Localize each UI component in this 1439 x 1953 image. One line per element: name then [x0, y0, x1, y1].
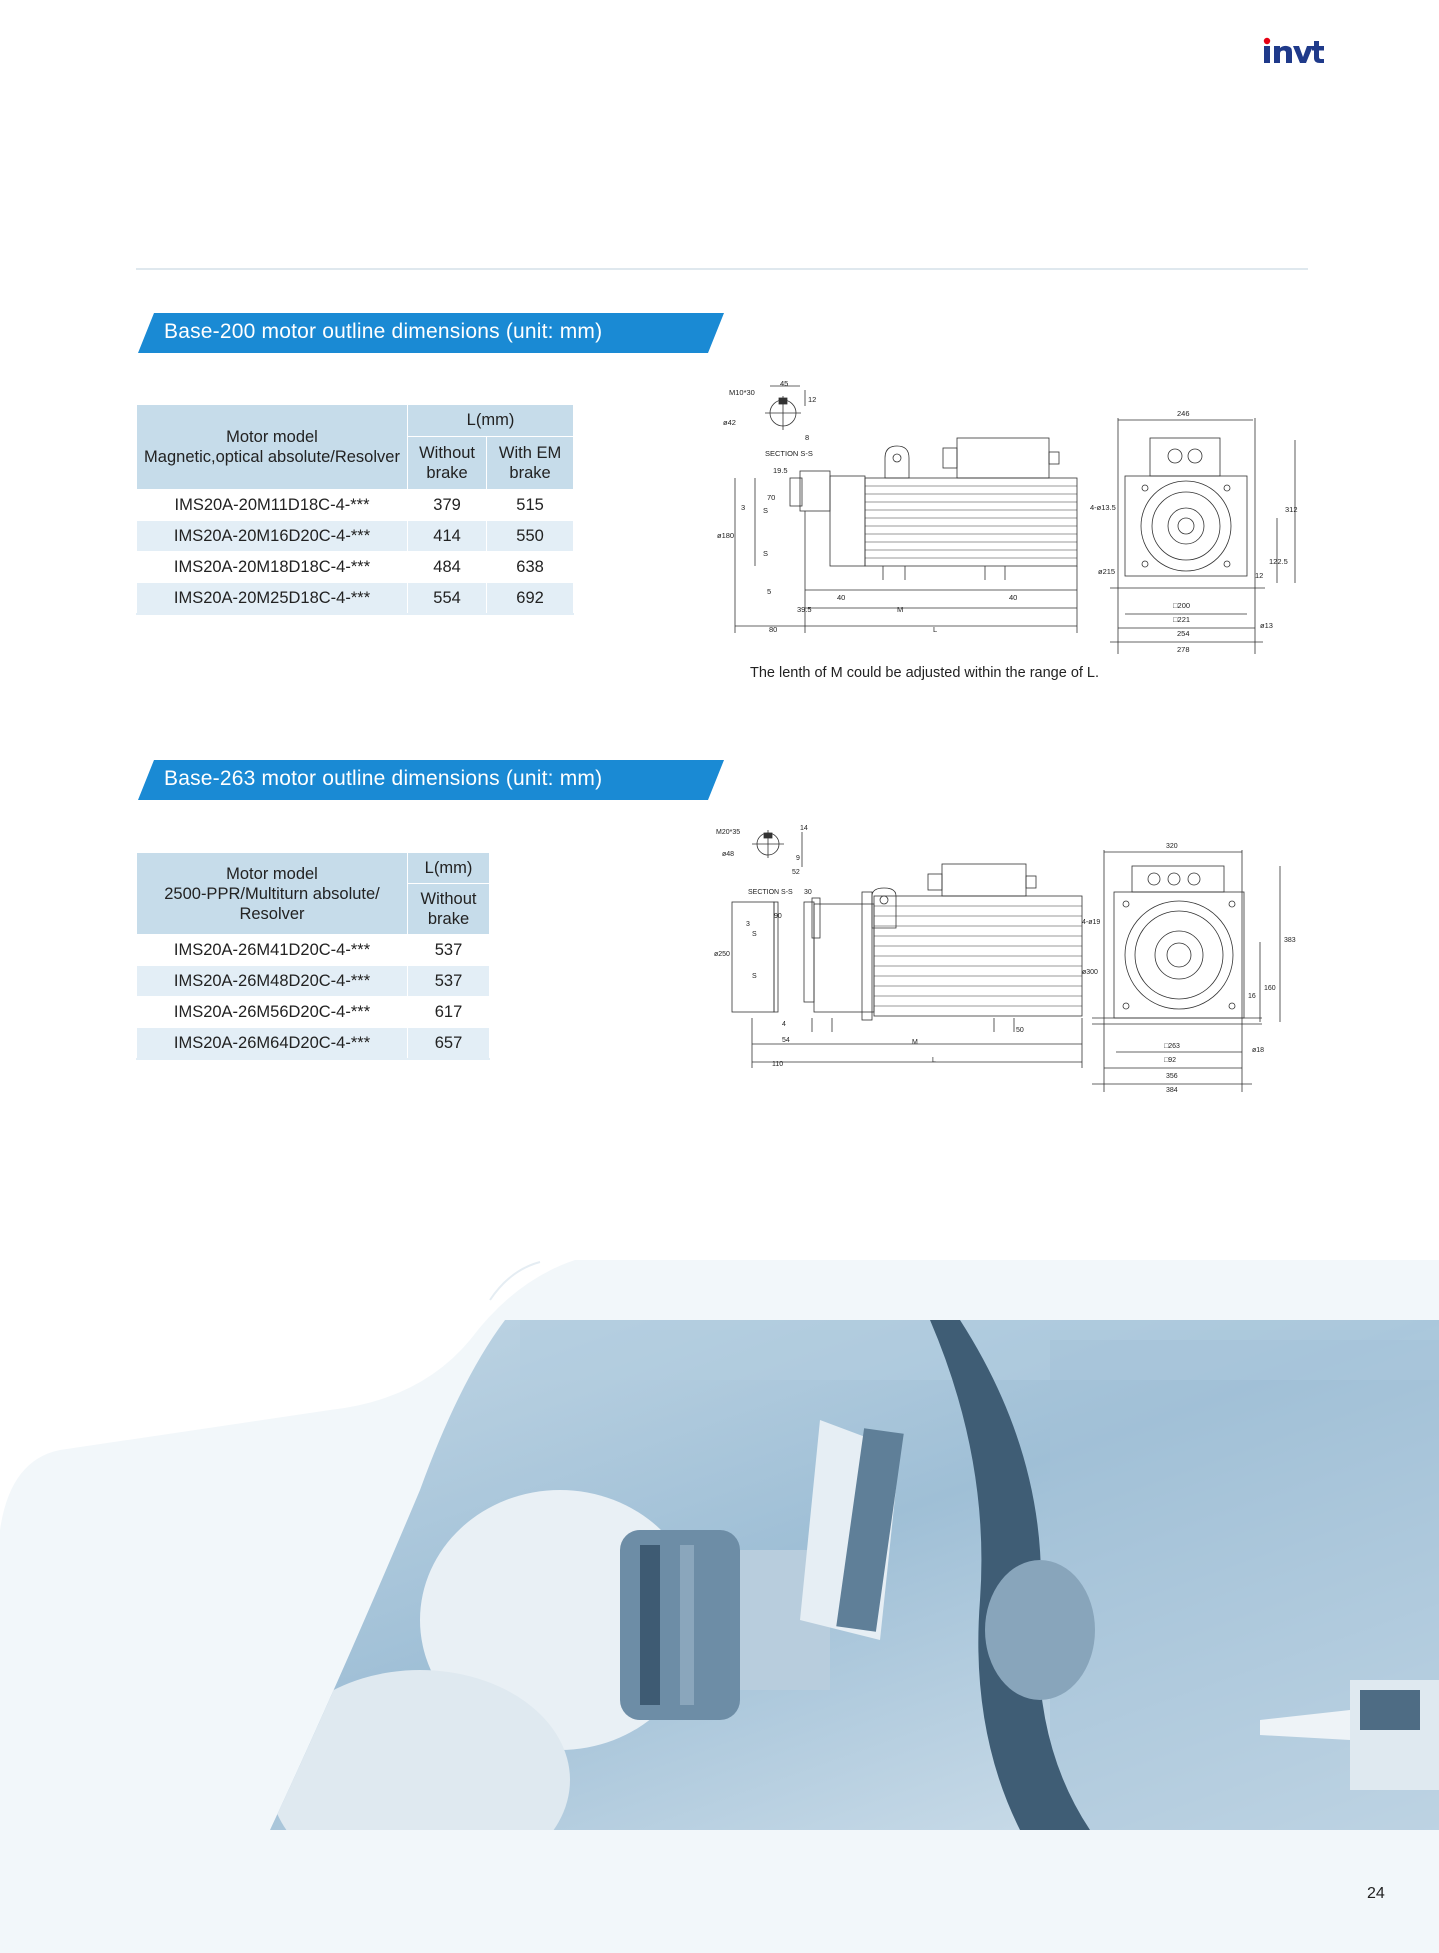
table-row: IMS20A-26M41D20C-4-*** 537 — [137, 935, 490, 966]
svg-text:ø250: ø250 — [714, 951, 730, 958]
svg-text:12: 12 — [1255, 571, 1264, 580]
svg-text:S: S — [763, 549, 769, 558]
svg-text:80: 80 — [769, 625, 778, 634]
l-mm-header: L(mm) — [408, 405, 574, 437]
invt-logo — [1262, 36, 1326, 66]
svg-text:4: 4 — [782, 1021, 786, 1028]
svg-text:110: 110 — [772, 1061, 784, 1068]
svg-text:□92: □92 — [1164, 1057, 1177, 1064]
section-banner-base-263 — [138, 760, 724, 800]
svg-text:356: 356 — [1166, 1073, 1178, 1080]
svg-text:54: 54 — [782, 1037, 790, 1044]
svg-text:ø18: ø18 — [1252, 1047, 1265, 1054]
svg-text:S: S — [763, 506, 769, 515]
table-row: IMS20A-26M56D20C-4-*** 617 — [137, 997, 490, 1028]
svg-text:39.5: 39.5 — [797, 605, 812, 614]
svg-text:278: 278 — [1177, 645, 1190, 654]
svg-text:SECTION S-S: SECTION S-S — [748, 889, 793, 896]
svg-text:160: 160 — [1264, 985, 1276, 992]
svg-text:50: 50 — [1016, 1027, 1024, 1034]
base-263-outline-drawing — [712, 822, 1302, 1097]
table-row: IMS20A-20M16D20C-4-*** 414 550 — [137, 521, 574, 552]
with-em-brake-header: With EM brake — [487, 437, 574, 490]
table-row: IMS20A-20M25D18C-4-*** 554 692 — [137, 583, 574, 615]
svg-text:30: 30 — [804, 889, 812, 896]
section-title: Base-200 motor outline dimensions (unit: mm) — [164, 320, 603, 343]
svg-text:□221: □221 — [1173, 615, 1191, 624]
svg-text:70: 70 — [767, 493, 776, 502]
table-row: IMS20A-26M64D20C-4-*** 657 — [137, 1028, 490, 1060]
section-banner-base-200 — [138, 313, 724, 353]
svg-text:4-ø13.5: 4-ø13.5 — [1090, 503, 1116, 512]
svg-text:SECTION S-S: SECTION S-S — [765, 449, 813, 458]
header-rule — [136, 268, 1308, 270]
svg-text:9: 9 — [796, 855, 800, 862]
svg-text:3: 3 — [741, 503, 746, 512]
svg-text:40: 40 — [1009, 593, 1018, 602]
svg-text:□200: □200 — [1173, 601, 1191, 610]
svg-text:19.5: 19.5 — [773, 466, 788, 475]
svg-text:ø215: ø215 — [1098, 567, 1116, 576]
svg-text:S: S — [752, 973, 757, 980]
svg-text:320: 320 — [1166, 843, 1178, 850]
svg-text:M10*30: M10*30 — [729, 388, 755, 397]
svg-text:ø48: ø48 — [722, 851, 735, 858]
section-title: Base-263 motor outline dimensions (unit: mm) — [164, 767, 603, 790]
svg-text:4-ø19: 4-ø19 — [1082, 919, 1101, 926]
svg-text:16: 16 — [1248, 993, 1256, 1000]
svg-text:M20*35: M20*35 — [716, 829, 741, 836]
svg-text:M: M — [897, 605, 904, 614]
svg-text:90: 90 — [774, 913, 782, 920]
base-263-dimension-table — [136, 852, 490, 1060]
svg-text:L: L — [932, 1057, 936, 1064]
svg-text:S: S — [752, 931, 757, 938]
svg-text:312: 312 — [1285, 505, 1298, 514]
svg-text:14: 14 — [800, 825, 808, 832]
svg-text:8: 8 — [805, 433, 810, 442]
model-header: Motor model 2500-PPR/Multiturn absolute/ Resolver — [137, 853, 408, 935]
svg-text:254: 254 — [1177, 629, 1190, 638]
page-number: 24 — [1367, 1885, 1385, 1902]
svg-text:M: M — [912, 1039, 918, 1046]
svg-text:383: 383 — [1284, 937, 1296, 944]
without-brake-header: Without brake — [408, 884, 490, 935]
svg-text:5: 5 — [767, 587, 772, 596]
table-row: IMS20A-26M48D20C-4-*** 537 — [137, 966, 490, 997]
svg-text:3: 3 — [746, 921, 750, 928]
base-200-outline-drawing — [705, 378, 1305, 663]
svg-text:122.5: 122.5 — [1269, 557, 1288, 566]
svg-text:ø300: ø300 — [1082, 969, 1098, 976]
l-mm-header: L(mm) — [408, 853, 490, 884]
svg-text:ø180: ø180 — [717, 531, 735, 540]
svg-text:52: 52 — [792, 869, 800, 876]
svg-text:□263: □263 — [1164, 1043, 1180, 1050]
svg-text:12: 12 — [808, 395, 817, 404]
svg-text:40: 40 — [837, 593, 846, 602]
svg-text:246: 246 — [1177, 409, 1190, 418]
table-row: IMS20A-20M18D18C-4-*** 484 638 — [137, 552, 574, 583]
svg-text:ø42: ø42 — [723, 418, 736, 427]
svg-text:L: L — [933, 625, 938, 634]
base-200-dimension-table — [136, 404, 574, 615]
svg-text:ø13: ø13 — [1260, 621, 1273, 630]
svg-text:45: 45 — [780, 379, 789, 388]
table-row: IMS20A-20M11D18C-4-*** 379 515 — [137, 490, 574, 521]
svg-text:384: 384 — [1166, 1087, 1178, 1094]
model-header: Motor model Magnetic,optical absolute/Resolver — [137, 405, 408, 490]
without-brake-header: Without brake — [408, 437, 487, 490]
robot-arm-photo — [0, 1260, 1439, 1953]
m-length-note: The lenth of M could be adjusted within the range of L. — [750, 665, 1100, 681]
